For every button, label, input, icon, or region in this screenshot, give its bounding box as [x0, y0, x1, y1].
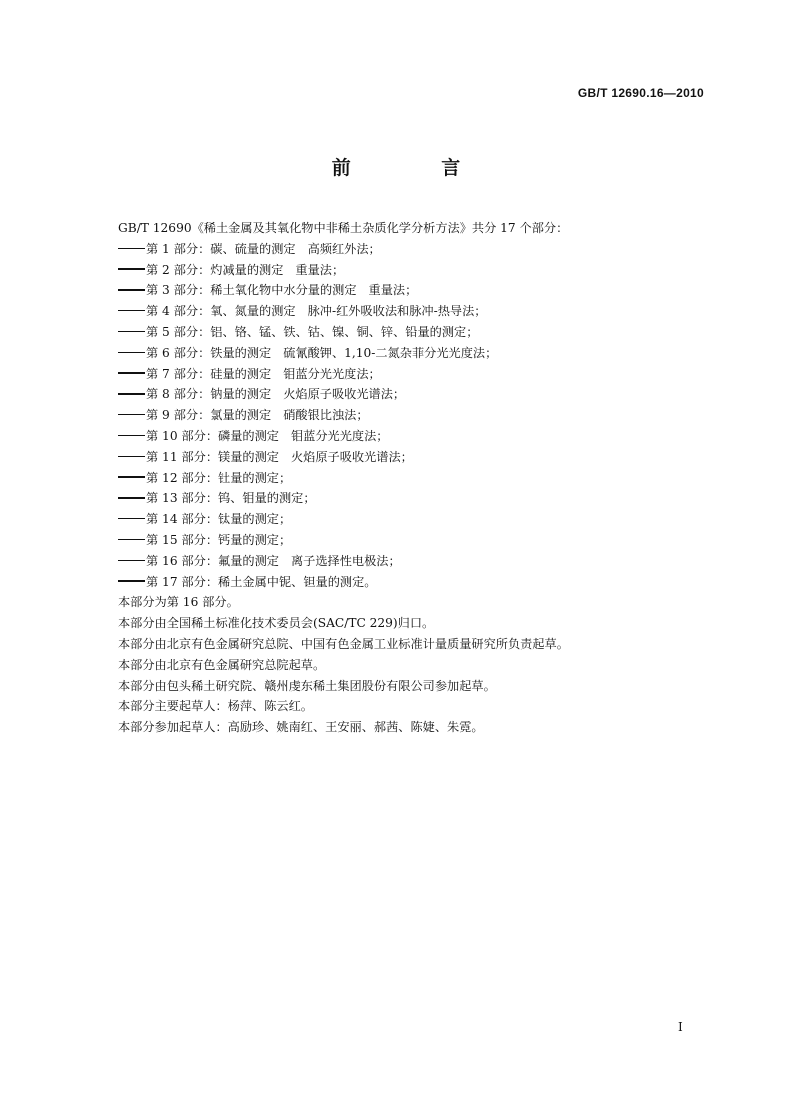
- part-item: [118, 343, 718, 364]
- part-item: [118, 426, 718, 447]
- part-name: 氯量的测定: [210, 408, 272, 423]
- part-number: 第 8 部分：: [146, 387, 211, 402]
- em-dash-marker: [118, 476, 145, 477]
- part-name: 稀土氧化物中水分量的测定: [210, 283, 357, 298]
- page-number: I: [678, 1020, 683, 1034]
- part-number: 第 14 部分：: [146, 512, 219, 527]
- em-dash-marker: [118, 539, 145, 540]
- part-item: [118, 260, 718, 281]
- part-method: 脉冲-红外吸收法和脉冲-热导法；: [307, 304, 487, 319]
- part-number: 第 16 部分：: [146, 553, 219, 568]
- em-dash-marker: [118, 393, 145, 394]
- part-name: 钍量的测定；: [218, 470, 292, 485]
- part-method: 离子选择性电极法；: [290, 553, 401, 568]
- part-name: 氟量的测定: [218, 553, 279, 568]
- part-name: 硅量的测定: [210, 366, 272, 381]
- em-dash-marker: [118, 518, 145, 519]
- part-number: 第 1 部分：: [146, 241, 211, 256]
- part-name: 钙量的测定；: [218, 532, 292, 547]
- part-number: 第 13 部分：: [146, 491, 219, 506]
- em-dash-marker: [118, 497, 145, 498]
- part-name: 铁量的测定: [210, 345, 272, 360]
- part-method: 硝酸银比浊法；: [283, 408, 369, 423]
- part-method: 硫氰酸钾、1,10-二氮杂菲分光光度法；: [283, 345, 498, 360]
- part-number: 第 15 部分：: [146, 532, 219, 547]
- intro-line: GB/T 12690《稀土金属及其氧化物中非稀土杂质化学分析方法》共分 17 个部分：: [118, 221, 569, 235]
- part-item: [118, 322, 718, 343]
- part-item: [118, 551, 718, 572]
- part-item: [118, 488, 718, 509]
- em-dash-marker: [118, 352, 145, 353]
- part-method: 高频红外法；: [307, 241, 381, 256]
- part-item: [118, 405, 718, 426]
- part-item: [118, 509, 718, 530]
- part-number: 第 4 部分：: [146, 304, 211, 319]
- closing-line: 本部分参加起草人：高励珍、姚南红、王安丽、郝茜、陈婕、朱霓。: [118, 720, 484, 735]
- part-item: [118, 447, 718, 468]
- part-number: 第 5 部分：: [146, 324, 211, 339]
- em-dash-marker: [118, 414, 145, 415]
- part-item: [118, 572, 718, 593]
- part-item: [118, 239, 718, 260]
- part-number: 第 11 部分：: [146, 449, 219, 464]
- part-number: 第 7 部分：: [146, 366, 211, 381]
- closing-line: 本部分主要起草人：杨萍、陈云红。: [118, 699, 313, 714]
- closing-line: 本部分由包头稀土研究院、赣州虔东稀土集团股份有限公司参加起草。: [118, 678, 496, 693]
- closing-list: [118, 592, 718, 738]
- part-number: 第 12 部分：: [146, 470, 219, 485]
- part-name: 稀土金属中铌、钽量的测定。: [218, 574, 377, 589]
- part-name: 铝、铬、锰、铁、钴、镍、铜、锌、铅量的测定；: [210, 324, 479, 339]
- page-title: 前 言: [331, 157, 503, 179]
- closing-line: 本部分为第 16 部分。: [118, 595, 239, 610]
- em-dash-marker: [118, 331, 145, 332]
- part-item: [118, 301, 718, 322]
- closing-line: 本部分由北京有色金属研究总院、中国有色金属工业标准计量质量研究所负责起草。: [118, 636, 569, 651]
- em-dash-marker: [118, 435, 145, 436]
- part-name: 灼减量的测定: [210, 262, 284, 277]
- part-name: 氧、氮量的测定: [210, 304, 296, 319]
- part-method: 火焰原子吸收光谱法；: [283, 387, 406, 402]
- em-dash-marker: [118, 310, 145, 311]
- em-dash-marker: [118, 456, 145, 457]
- em-dash-marker: [118, 372, 145, 373]
- part-method: 钼蓝分光光度法；: [283, 366, 381, 381]
- em-dash-marker: [118, 560, 145, 561]
- part-method: 火焰原子吸收光谱法；: [290, 449, 413, 464]
- part-item: [118, 468, 718, 489]
- part-number: 第 3 部分：: [146, 283, 211, 298]
- part-item: [118, 530, 718, 551]
- part-name: 钛量的测定；: [218, 512, 292, 527]
- part-number: 第 9 部分：: [146, 408, 211, 423]
- part-item: [118, 280, 718, 301]
- em-dash-marker: [118, 289, 145, 290]
- part-name: 磷量的测定: [218, 428, 279, 443]
- part-number: 第 17 部分：: [146, 574, 219, 589]
- part-item: [118, 364, 718, 385]
- em-dash-marker: [118, 580, 145, 581]
- part-name: 钨、钼量的测定；: [218, 491, 316, 506]
- part-number: 第 6 部分：: [146, 345, 211, 360]
- part-method: 重量法；: [295, 262, 345, 277]
- standard-code: GB/T 12690.16—2010: [577, 86, 704, 100]
- part-item: [118, 384, 718, 405]
- part-number: 第 2 部分：: [146, 262, 211, 277]
- em-dash-marker: [118, 268, 145, 269]
- closing-line: 本部分由全国稀土标准化技术委员会(SAC/TC 229)归口。: [118, 616, 435, 631]
- part-method: 钼蓝分光光度法；: [290, 428, 389, 443]
- part-number: 第 10 部分：: [146, 428, 219, 443]
- part-name: 钠量的测定: [210, 387, 272, 402]
- em-dash-marker: [118, 248, 145, 249]
- part-name: 镁量的测定: [218, 449, 279, 464]
- parts-list: [118, 239, 718, 593]
- foreword-body: [118, 218, 718, 738]
- part-method: 重量法；: [368, 283, 418, 298]
- part-name: 碳、硫量的测定: [210, 241, 296, 256]
- closing-line: 本部分由北京有色金属研究总院起草。: [118, 657, 326, 672]
